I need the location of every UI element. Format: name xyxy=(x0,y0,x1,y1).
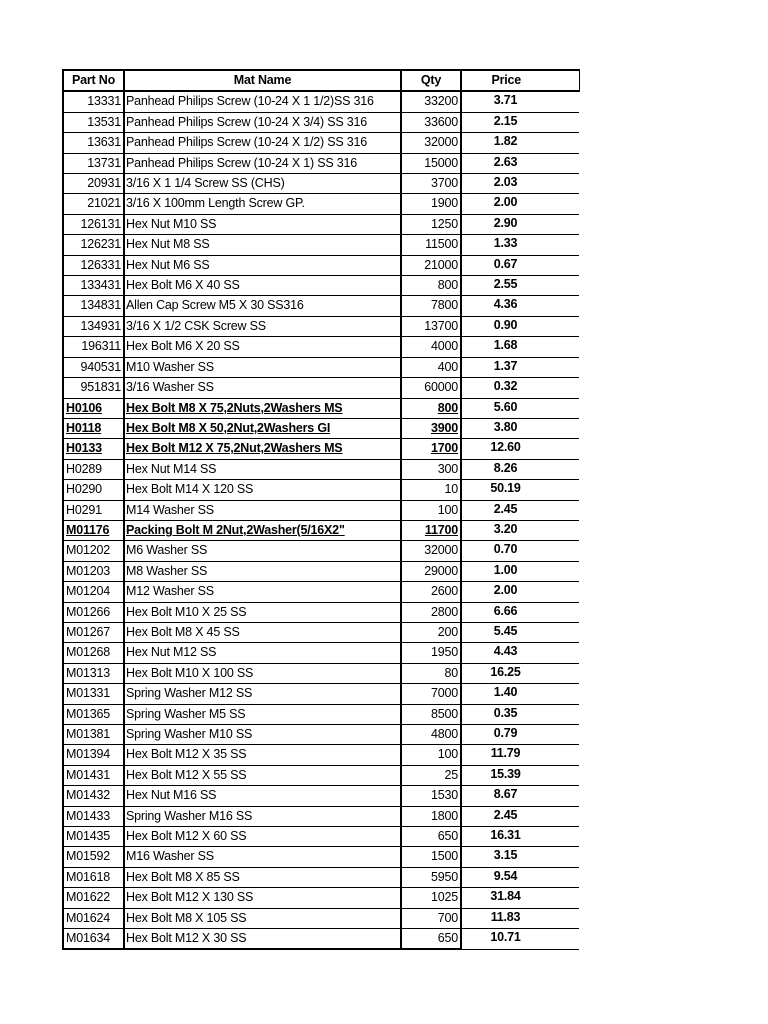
cell-mat-name: Hex Bolt M8 X 45 SS xyxy=(124,622,401,642)
table-row xyxy=(63,112,579,132)
table-row xyxy=(63,765,579,785)
cell-mat-name: Spring Washer M10 SS xyxy=(124,725,401,745)
cell-price: 1.33 xyxy=(461,235,579,255)
cell-qty: 1250 xyxy=(401,214,461,234)
table-row xyxy=(63,867,579,887)
cell-mat-name: Hex Bolt M12 X 75,2Nut,2Washers MS xyxy=(124,439,401,459)
cell-price: 2.45 xyxy=(461,500,579,520)
cell-price: 2.00 xyxy=(461,194,579,214)
cell-part-no: M01313 xyxy=(63,663,124,683)
cell-mat-name: M12 Washer SS xyxy=(124,582,401,602)
cell-part-no: M01622 xyxy=(63,888,124,908)
cell-mat-name: Allen Cap Screw M5 X 30 SS316 xyxy=(124,296,401,316)
cell-mat-name: Hex Nut M8 SS xyxy=(124,235,401,255)
cell-part-no: M01431 xyxy=(63,765,124,785)
cell-mat-name: M10 Washer SS xyxy=(124,357,401,377)
cell-price: 6.66 xyxy=(461,602,579,622)
cell-part-no: H0290 xyxy=(63,480,124,500)
cell-qty: 700 xyxy=(401,908,461,928)
cell-qty: 4800 xyxy=(401,725,461,745)
cell-part-no: M01432 xyxy=(63,786,124,806)
cell-qty: 650 xyxy=(401,929,461,950)
cell-mat-name: M8 Washer SS xyxy=(124,561,401,581)
cell-price: 31.84 xyxy=(461,888,579,908)
cell-price: 1.00 xyxy=(461,561,579,581)
cell-price: 0.67 xyxy=(461,255,579,275)
header-qty: Qty xyxy=(401,70,461,91)
cell-mat-name: Hex Bolt M8 X 75,2Nuts,2Washers MS xyxy=(124,398,401,418)
table-row xyxy=(63,827,579,847)
table-row xyxy=(63,541,579,561)
cell-part-no: M01381 xyxy=(63,725,124,745)
cell-part-no: 134931 xyxy=(63,316,124,336)
cell-part-no: M01176 xyxy=(63,520,124,540)
cell-price: 2.55 xyxy=(461,276,579,296)
cell-mat-name: M14 Washer SS xyxy=(124,500,401,520)
cell-mat-name: Hex Bolt M8 X 85 SS xyxy=(124,867,401,887)
cell-price: 2.90 xyxy=(461,214,579,234)
cell-part-no: H0106 xyxy=(63,398,124,418)
cell-price: 3.15 xyxy=(461,847,579,867)
cell-price: 50.19 xyxy=(461,480,579,500)
table-row xyxy=(63,745,579,765)
cell-price: 4.36 xyxy=(461,296,579,316)
cell-price: 1.40 xyxy=(461,684,579,704)
cell-mat-name: Hex Bolt M10 X 100 SS xyxy=(124,663,401,683)
header-price: Price xyxy=(461,70,579,91)
cell-mat-name: M16 Washer SS xyxy=(124,847,401,867)
cell-price: 10.71 xyxy=(461,929,579,950)
table-row xyxy=(63,174,579,194)
cell-part-no: 13631 xyxy=(63,133,124,153)
cell-mat-name: Panhead Philips Screw (10-24 X 1/2) SS 316 xyxy=(124,133,401,153)
cell-mat-name: Hex Bolt M12 X 60 SS xyxy=(124,827,401,847)
cell-mat-name: Spring Washer M16 SS xyxy=(124,806,401,826)
header-mat-name: Mat Name xyxy=(124,70,401,91)
cell-mat-name: Hex Bolt M8 X 50,2Nut,2Washers GI xyxy=(124,418,401,438)
cell-part-no: H0289 xyxy=(63,459,124,479)
cell-mat-name: Hex Bolt M6 X 40 SS xyxy=(124,276,401,296)
cell-price: 1.68 xyxy=(461,337,579,357)
cell-qty: 650 xyxy=(401,827,461,847)
cell-price: 4.43 xyxy=(461,643,579,663)
table-row xyxy=(63,908,579,928)
table-row xyxy=(63,255,579,275)
cell-part-no: M01266 xyxy=(63,602,124,622)
cell-mat-name: Panhead Philips Screw (10-24 X 1) SS 316 xyxy=(124,153,401,173)
cell-mat-name: Hex Bolt M12 X 130 SS xyxy=(124,888,401,908)
cell-mat-name: Hex Bolt M10 X 25 SS xyxy=(124,602,401,622)
cell-price: 1.37 xyxy=(461,357,579,377)
cell-price: 3.80 xyxy=(461,418,579,438)
cell-price: 2.00 xyxy=(461,582,579,602)
cell-part-no: 21021 xyxy=(63,194,124,214)
table-row xyxy=(63,316,579,336)
cell-part-no: 20931 xyxy=(63,174,124,194)
table-row xyxy=(63,500,579,520)
cell-part-no: M01331 xyxy=(63,684,124,704)
cell-mat-name: Hex Nut M16 SS xyxy=(124,786,401,806)
cell-part-no: 951831 xyxy=(63,378,124,398)
table-row xyxy=(63,602,579,622)
cell-part-no: M01624 xyxy=(63,908,124,928)
cell-part-no: M01433 xyxy=(63,806,124,826)
cell-qty: 7800 xyxy=(401,296,461,316)
cell-qty: 11500 xyxy=(401,235,461,255)
cell-qty: 7000 xyxy=(401,684,461,704)
cell-qty: 32000 xyxy=(401,541,461,561)
cell-qty: 100 xyxy=(401,500,461,520)
cell-price: 0.79 xyxy=(461,725,579,745)
table-row xyxy=(63,194,579,214)
table-row xyxy=(63,153,579,173)
cell-qty: 1950 xyxy=(401,643,461,663)
cell-part-no: 13531 xyxy=(63,112,124,132)
cell-price: 0.32 xyxy=(461,378,579,398)
cell-mat-name: Packing Bolt M 2Nut,2Washer(5/16X2" xyxy=(124,520,401,540)
table-row xyxy=(63,847,579,867)
cell-qty: 400 xyxy=(401,357,461,377)
cell-mat-name: Panhead Philips Screw (10-24 X 1 1/2)SS 316 xyxy=(124,91,401,112)
cell-price: 3.71 xyxy=(461,91,579,112)
cell-qty: 200 xyxy=(401,622,461,642)
cell-mat-name: Hex Nut M14 SS xyxy=(124,459,401,479)
cell-mat-name: Spring Washer M5 SS xyxy=(124,704,401,724)
cell-mat-name: Hex Bolt M6 X 20 SS xyxy=(124,337,401,357)
cell-part-no: 940531 xyxy=(63,357,124,377)
cell-mat-name: M6 Washer SS xyxy=(124,541,401,561)
cell-part-no: M01202 xyxy=(63,541,124,561)
cell-mat-name: Hex Nut M6 SS xyxy=(124,255,401,275)
cell-part-no: 13331 xyxy=(63,91,124,112)
cell-part-no: 133431 xyxy=(63,276,124,296)
cell-part-no: M01618 xyxy=(63,867,124,887)
cell-part-no: H0291 xyxy=(63,500,124,520)
cell-qty: 4000 xyxy=(401,337,461,357)
cell-price: 5.60 xyxy=(461,398,579,418)
cell-mat-name: 3/16 X 100mm Length Screw GP. xyxy=(124,194,401,214)
table-row xyxy=(63,643,579,663)
cell-price: 5.45 xyxy=(461,622,579,642)
cell-qty: 32000 xyxy=(401,133,461,153)
cell-price: 0.90 xyxy=(461,316,579,336)
cell-mat-name: Hex Nut M12 SS xyxy=(124,643,401,663)
table-row xyxy=(63,296,579,316)
cell-part-no: M01394 xyxy=(63,745,124,765)
table-row xyxy=(63,91,579,112)
cell-price: 8.26 xyxy=(461,459,579,479)
cell-part-no: 134831 xyxy=(63,296,124,316)
cell-price: 15.39 xyxy=(461,765,579,785)
table-row xyxy=(63,235,579,255)
cell-price: 2.15 xyxy=(461,112,579,132)
cell-mat-name: Hex Bolt M12 X 35 SS xyxy=(124,745,401,765)
cell-part-no: M01267 xyxy=(63,622,124,642)
table-row xyxy=(63,276,579,296)
cell-qty: 21000 xyxy=(401,255,461,275)
table-row xyxy=(63,622,579,642)
cell-mat-name: 3/16 X 1/2 CSK Screw SS xyxy=(124,316,401,336)
cell-price: 12.60 xyxy=(461,439,579,459)
table-row xyxy=(63,418,579,438)
table-row xyxy=(63,704,579,724)
cell-part-no: 126131 xyxy=(63,214,124,234)
table-row xyxy=(63,398,579,418)
cell-price: 16.31 xyxy=(461,827,579,847)
cell-qty: 15000 xyxy=(401,153,461,173)
cell-qty: 8500 xyxy=(401,704,461,724)
cell-qty: 300 xyxy=(401,459,461,479)
cell-part-no: 13731 xyxy=(63,153,124,173)
cell-part-no: 196311 xyxy=(63,337,124,357)
cell-qty: 11700 xyxy=(401,520,461,540)
table-row xyxy=(63,786,579,806)
cell-price: 2.45 xyxy=(461,806,579,826)
cell-price: 2.63 xyxy=(461,153,579,173)
cell-mat-name: 3/16 Washer SS xyxy=(124,378,401,398)
header-part-no: Part No xyxy=(63,70,124,91)
table-row xyxy=(63,806,579,826)
cell-mat-name: Hex Bolt M12 X 30 SS xyxy=(124,929,401,950)
cell-price: 0.70 xyxy=(461,541,579,561)
cell-price: 9.54 xyxy=(461,867,579,887)
cell-qty: 800 xyxy=(401,276,461,296)
cell-qty: 1900 xyxy=(401,194,461,214)
table-body xyxy=(63,91,579,949)
cell-qty: 1800 xyxy=(401,806,461,826)
cell-qty: 1530 xyxy=(401,786,461,806)
cell-qty: 33600 xyxy=(401,112,461,132)
table-row xyxy=(63,439,579,459)
cell-qty: 2800 xyxy=(401,602,461,622)
table-row xyxy=(63,214,579,234)
table-row xyxy=(63,378,579,398)
cell-qty: 2600 xyxy=(401,582,461,602)
cell-qty: 25 xyxy=(401,765,461,785)
table-row xyxy=(63,480,579,500)
table-row xyxy=(63,684,579,704)
cell-price: 2.03 xyxy=(461,174,579,194)
cell-qty: 3700 xyxy=(401,174,461,194)
table-row xyxy=(63,725,579,745)
cell-mat-name: Hex Bolt M8 X 105 SS xyxy=(124,908,401,928)
cell-price: 0.35 xyxy=(461,704,579,724)
table-row xyxy=(63,929,579,950)
cell-mat-name: 3/16 X 1 1/4 Screw SS (CHS) xyxy=(124,174,401,194)
parts-price-table xyxy=(62,69,580,950)
cell-part-no: M01435 xyxy=(63,827,124,847)
cell-part-no: H0133 xyxy=(63,439,124,459)
table-row xyxy=(63,561,579,581)
cell-part-no: M01204 xyxy=(63,582,124,602)
cell-mat-name: Hex Nut M10 SS xyxy=(124,214,401,234)
table-row xyxy=(63,357,579,377)
cell-price: 8.67 xyxy=(461,786,579,806)
table-row xyxy=(63,582,579,602)
cell-part-no: 126231 xyxy=(63,235,124,255)
cell-part-no: M01203 xyxy=(63,561,124,581)
cell-part-no: H0118 xyxy=(63,418,124,438)
cell-qty: 29000 xyxy=(401,561,461,581)
cell-mat-name: Hex Bolt M14 X 120 SS xyxy=(124,480,401,500)
cell-part-no: M01268 xyxy=(63,643,124,663)
cell-price: 1.82 xyxy=(461,133,579,153)
cell-mat-name: Hex Bolt M12 X 55 SS xyxy=(124,765,401,785)
table-row xyxy=(63,459,579,479)
cell-qty: 80 xyxy=(401,663,461,683)
table-row xyxy=(63,663,579,683)
cell-qty: 1500 xyxy=(401,847,461,867)
table-header-row xyxy=(63,70,579,91)
cell-price: 11.83 xyxy=(461,908,579,928)
cell-part-no: M01634 xyxy=(63,929,124,950)
cell-price: 3.20 xyxy=(461,520,579,540)
cell-mat-name: Spring Washer M12 SS xyxy=(124,684,401,704)
cell-qty: 60000 xyxy=(401,378,461,398)
cell-qty: 1025 xyxy=(401,888,461,908)
cell-part-no: 126331 xyxy=(63,255,124,275)
table-row xyxy=(63,520,579,540)
cell-part-no: M01592 xyxy=(63,847,124,867)
table-row xyxy=(63,337,579,357)
table-row xyxy=(63,888,579,908)
cell-qty: 3900 xyxy=(401,418,461,438)
cell-qty: 33200 xyxy=(401,91,461,112)
cell-qty: 100 xyxy=(401,745,461,765)
cell-price: 11.79 xyxy=(461,745,579,765)
cell-qty: 1700 xyxy=(401,439,461,459)
cell-qty: 10 xyxy=(401,480,461,500)
cell-qty: 800 xyxy=(401,398,461,418)
cell-part-no: M01365 xyxy=(63,704,124,724)
cell-qty: 5950 xyxy=(401,867,461,887)
cell-qty: 13700 xyxy=(401,316,461,336)
table-row xyxy=(63,133,579,153)
cell-mat-name: Panhead Philips Screw (10-24 X 3/4) SS 316 xyxy=(124,112,401,132)
cell-price: 16.25 xyxy=(461,663,579,683)
